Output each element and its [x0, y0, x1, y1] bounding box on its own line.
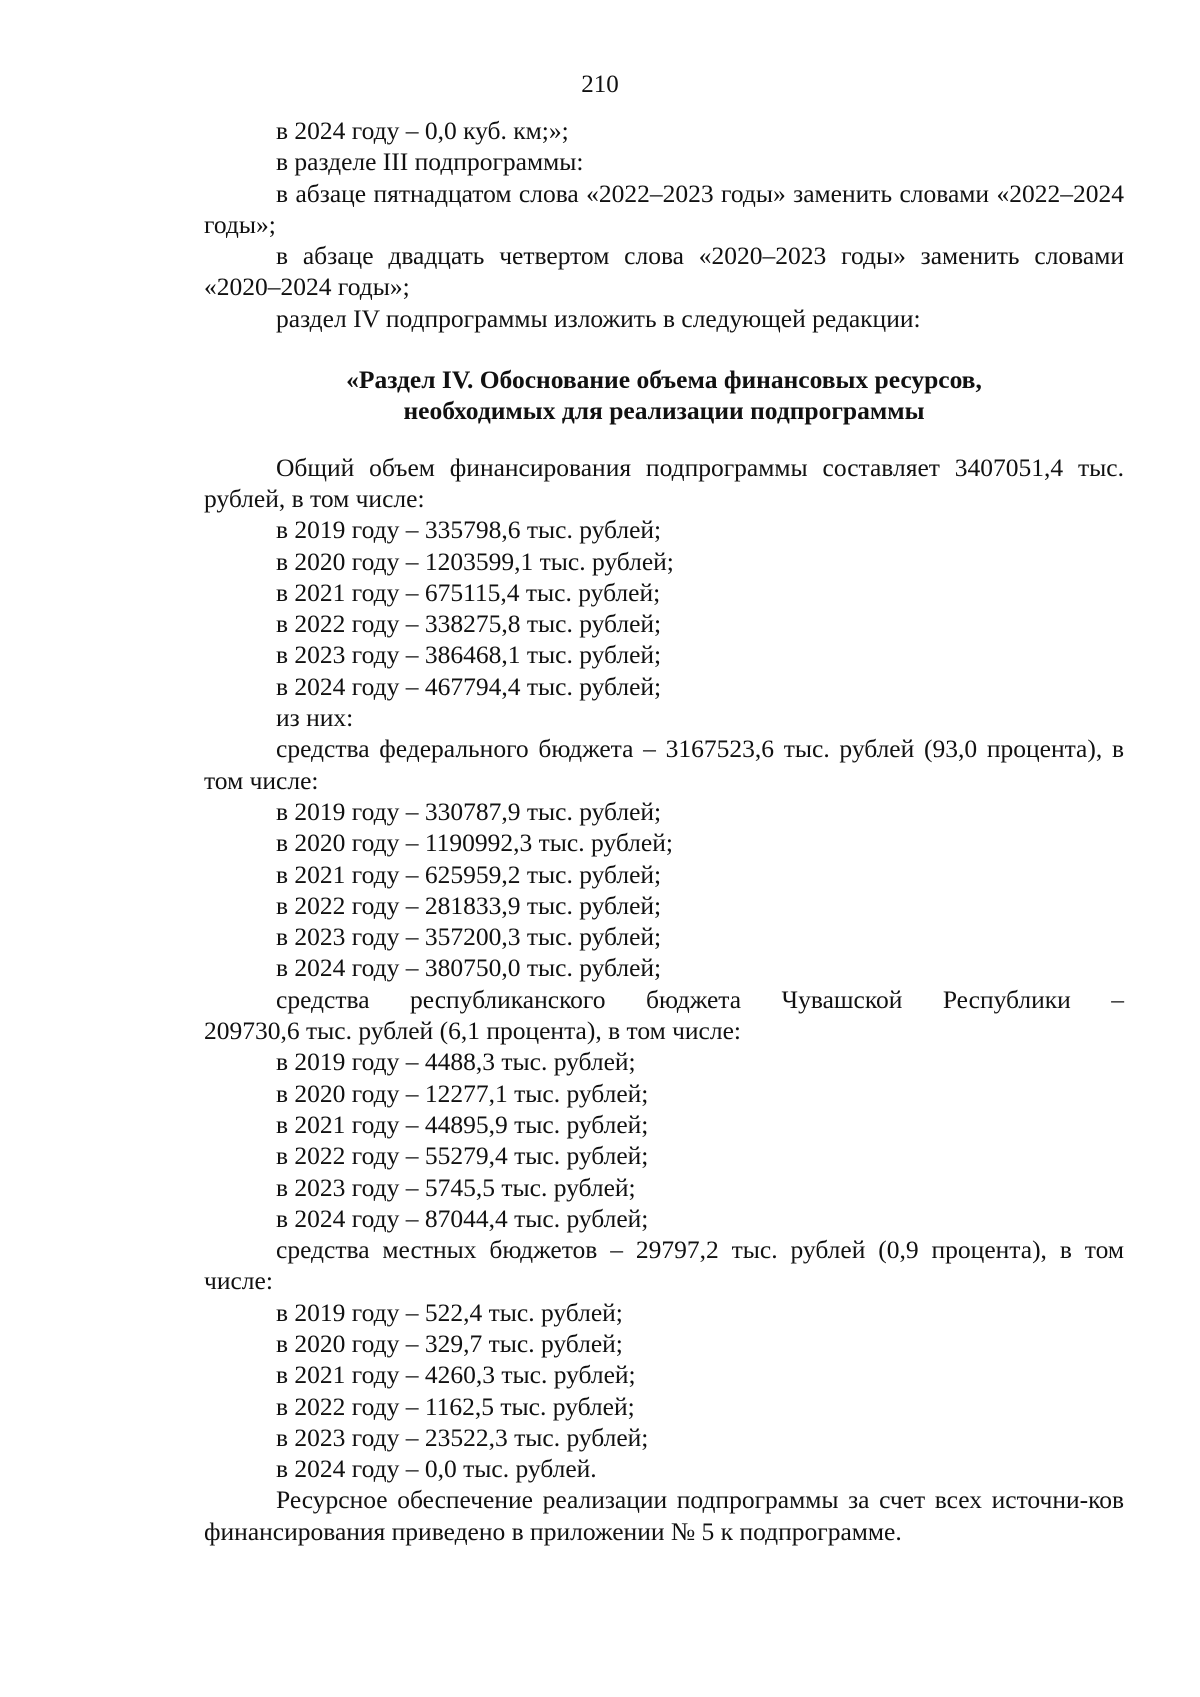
republic-year-item: в 2023 году – 5745,5 тыс. рублей;	[276, 1172, 636, 1202]
local-year-item: в 2023 году – 23522,3 тыс. рублей;	[276, 1422, 649, 1452]
total-year-item: в 2022 году – 338275,8 тыс. рублей;	[276, 609, 662, 639]
intro-paragraph: раздел IV подпрограммы изложить в следующей редакции:	[276, 303, 921, 333]
document-body	[204, 115, 1124, 1547]
local-year-item: в 2019 году – 522,4 тыс. рублей;	[276, 1297, 623, 1327]
republic-funding-line: 209730,6 тыс. рублей (6,1 процента), в том числе:	[204, 1016, 742, 1046]
federal-year-item: в 2022 году – 281833,9 тыс. рублей;	[276, 890, 662, 920]
federal-funding-paragraph: средства федерального бюджета – 3167523,6 тыс. рублей (93,0 процента), в том числе:	[204, 734, 1124, 795]
total-year-item: в 2024 году – 467794,4 тыс. рублей;	[276, 671, 662, 701]
intro-paragraph: в абзаце двадцать четвертом слова «2020–2023 годы» заменить словами «2020–2024 годы»;	[204, 241, 1124, 302]
local-year-item: в 2021 году – 4260,3 тыс. рублей;	[276, 1360, 636, 1390]
republic-funding-line: средства республиканского бюджета Чувашской Республики –	[276, 984, 1124, 1014]
total-year-item: в 2019 году – 335798,6 тыс. рублей;	[276, 515, 662, 545]
local-year-item: в 2024 году – 0,0 тыс. рублей.	[276, 1454, 597, 1484]
federal-year-item: в 2020 году – 1190992,3 тыс. рублей;	[276, 828, 673, 858]
federal-year-item: в 2023 году – 357200,3 тыс. рублей;	[276, 922, 662, 952]
republic-year-item: в 2019 году – 4488,3 тыс. рублей;	[276, 1047, 636, 1077]
section-heading	[204, 364, 1124, 427]
page-number: 210	[581, 71, 619, 98]
intro-paragraph: в 2024 году – 0,0 куб. км;»;	[276, 116, 569, 145]
local-funding-paragraph: средства местных бюджетов – 29797,2 тыс. рублей (0,9 процента), в том числе:	[204, 1235, 1124, 1296]
local-year-item: в 2022 году – 1162,5 тыс. рублей;	[276, 1391, 635, 1421]
of-them-label: из них:	[276, 703, 354, 733]
closing-paragraph: Ресурсное обеспечение реализации подпрограммы за счет всех источни-ков финансирования приведено в приложении № 5 к подпрограмме.	[204, 1485, 1124, 1546]
republic-year-item: в 2021 году – 44895,9 тыс. рублей;	[276, 1109, 649, 1139]
federal-year-item: в 2021 году – 625959,2 тыс. рублей;	[276, 859, 662, 889]
intro-paragraph: в абзаце пятнадцатом слова «2022–2023 годы» заменить словами «2022–2024 годы»;	[204, 178, 1124, 239]
intro-paragraph: в разделе III подпрограммы:	[276, 147, 584, 177]
republic-year-item: в 2020 году – 12277,1 тыс. рублей;	[276, 1078, 649, 1108]
section-heading-line: «Раздел IV. Обоснование объема финансовых ресурсов,	[346, 365, 982, 395]
republic-year-item: в 2022 году – 55279,4 тыс. рублей;	[276, 1141, 649, 1171]
section-heading-line: необходимых для реализации подпрограммы	[403, 396, 925, 426]
federal-year-item: в 2024 году – 380750,0 тыс. рублей;	[276, 953, 662, 983]
total-year-item: в 2021 году – 675115,4 тыс. рублей;	[276, 577, 661, 607]
local-year-item: в 2020 году – 329,7 тыс. рублей;	[276, 1328, 623, 1358]
federal-year-item: в 2019 году – 330787,9 тыс. рублей;	[276, 796, 662, 826]
republic-year-item: в 2024 году – 87044,4 тыс. рублей;	[276, 1203, 649, 1233]
total-funding-paragraph: Общий объем финансирования подпрограммы составляет 3407051,4 тыс. рублей, в том числе:	[204, 452, 1124, 513]
total-year-item: в 2020 году – 1203599,1 тыс. рублей;	[276, 546, 674, 576]
total-year-item: в 2023 году – 386468,1 тыс. рублей;	[276, 640, 662, 670]
